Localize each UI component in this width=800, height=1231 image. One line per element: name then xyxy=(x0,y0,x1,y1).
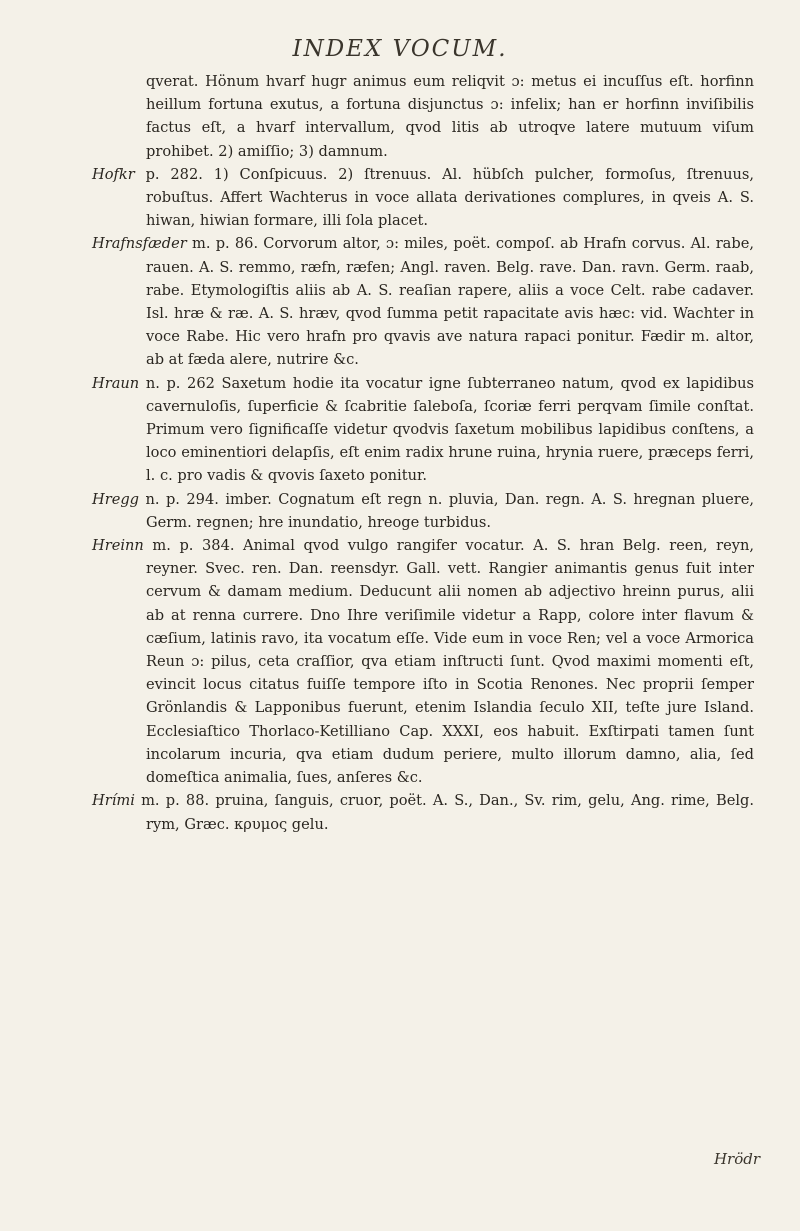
entry-definition: m. p. 384. Animal qvod vulgo rangifer vocatur. A. S. hran Belg. reen, reyn, reyner. Svec. ren. Dan. reensdyr. Gall. vett. Rangier animantis genus fuit inter cervum & damam medium. Deducunt alii nomen ab adjectivo hreinn purus, alii ab at renna currere. Dno Ihre veriſimile videtur a Rapp, colore inter flavum & cæſium, latinis ravo, ita vocatum eſſe. Vide eum in voce Ren; vel a voce Armorica Reun ɔ: pilus, ceta craſſior, qva etiam inſtructi ſunt. Qvod maximi momenti eſt, evincit locus citatus fuiſſe tempore iſto in Scotia Renones. Nec proprii ſemper Grönlandis & Lapponibus fuerunt, etenim Islandia ſeculo XII, teſte jure Island. Ecclesiaſtico Thorlaco-Ketilliano Cap. XXXI, eos habuit. Exſtirpati tamen ſunt incolarum incuria, qva etiam dudum periere, multo illorum damno, alia, ſed domeſtica animalia, ſues, anſeres &c. xyxy=(146,537,754,787)
entry-definition: n. p. 294. imber. Cognatum eſt regn n. pluvia, Dan. regn. A. S. hregnan pluere, Germ. regnen; hre inundatio, hreoge turbidus. xyxy=(145,490,755,531)
entry-headword: Hraun xyxy=(92,374,140,392)
entry-headword: Hrími xyxy=(92,792,135,810)
entry-headword: Hrafnsfæder xyxy=(92,235,187,253)
entry-headword: Hofkr xyxy=(92,165,135,183)
entry-definition: m. p. 88. pruina, ſanguis, cruor, poët. A. S., Dan., Sv. rim, gelu, Ang. rime, Belg. rym, Græc. κρυμος gelu. xyxy=(141,792,755,833)
entry-hreinn xyxy=(92,534,754,789)
entry-hofkr xyxy=(92,163,754,233)
catchword: Hrödr xyxy=(713,1150,760,1168)
entry-hregg xyxy=(92,488,754,534)
entry-hraun xyxy=(92,372,754,488)
entry-definition: n. p. 262 Saxetum hodie ita vocatur igne ſubterraneo natum, qvod ex lapidibus cavernuloſis, ſuperficie & ſcabritie ſaleboſa, ſcoriæ ferri perqvam ſimile conſtat. Primum vero ſignificaſſe videtur qvodvis ſaxetum mobilibus lapidibus conſtens, a loco eminentiori delapſis, eſt enim radix hrune ruina, hrynia ruere, præceps ferri, l. c. pro vadis & qvovis ſaxeto ponitur. xyxy=(145,374,754,485)
index-text xyxy=(92,70,754,836)
entry-headword: Hreinn xyxy=(92,537,144,555)
running-header: INDEX VOCUM. xyxy=(292,36,508,62)
entry-definition: m. p. 86. Corvorum altor, ɔ: miles, poët. compoſ. ab Hrafn corvus. Al. rabe, rauen. A. S. remmo, ræfn, ræfen; Angl. raven. Belg. rave. Dan. ravn. Germ. raab, rabe. Etymologiſtis aliis ab A. S. reaſian rapere, aliis a voce Celt. rabe cadaver. Isl. hræ & ræ. A. S. hræv, qvod ſumma petit rapacitate avis hæc: vid. Wachter in voce Rabe. Hic vero hrafn pro qvavis ave natura rapaci ponitur. Fædir m. altor, ab at fæda alere, nutrire &c. xyxy=(146,235,754,369)
entry-definition: p. 282. 1) Conſpicuus. 2) ſtrenuus. Al. hübſch pulcher, formoſus, ſtrenuus, robuſtus. Affert Wachterus in voce allata derivationes complures, in qveis A. S. hiwan, hiwian formare, illi ſola placet. xyxy=(145,165,754,230)
entry-hrafnsfaeder xyxy=(92,232,754,371)
entry-hrimi xyxy=(92,789,754,835)
entry-headword: Hregg xyxy=(92,490,140,508)
continued-entry-text: qverat. Hönum hvarf hugr animus eum reliqvit ɔ: metus ei incuſſus eſt. horfinn heillum fortuna exutus, a fortuna disjunctus ɔ: infelix; han er horfinn inviſibilis factus eſt, a hvarf intervallum, qvod litis ab utroqve latere mutuum viſum prohibet. 2) amiſſio; 3) damnum. xyxy=(146,73,754,160)
